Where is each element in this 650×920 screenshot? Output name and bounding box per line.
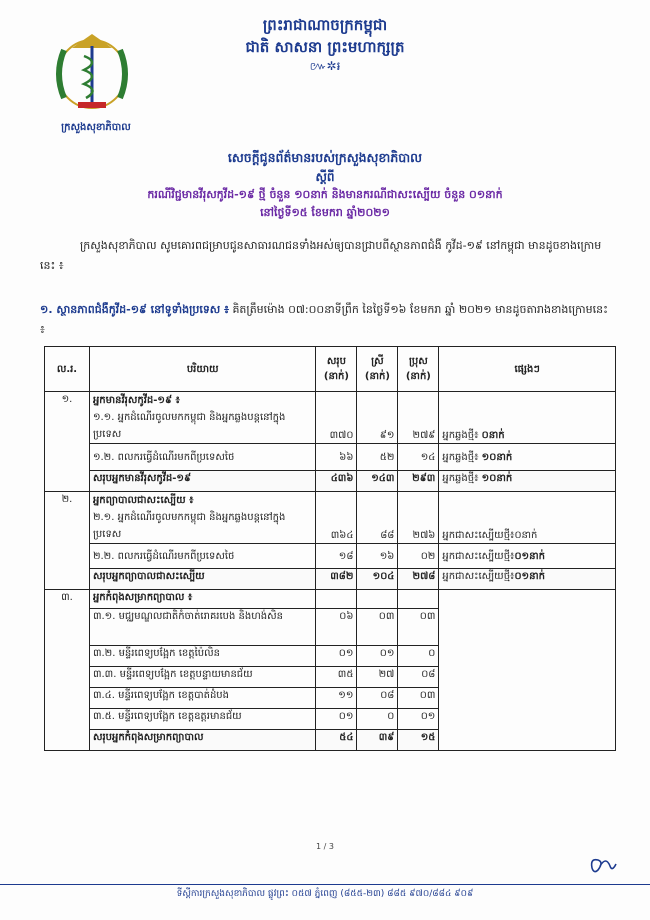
- page-number: 1 / 3: [316, 842, 334, 851]
- header-ornament: ៚✲៛: [309, 59, 341, 73]
- row-2-2-female: ១៦: [357, 544, 398, 569]
- table-header-row: [45, 347, 616, 392]
- remark-value: ០នាក់: [481, 430, 505, 441]
- row-1-1-remark: [439, 392, 616, 444]
- row-3-5-female: ០: [357, 709, 398, 730]
- row-2-1-desc: ២.១. អ្នកដំណើរចូលមកកម្ពុជា និងអ្នកឆ្លងបន្តនៅក្នុងប្រទេស: [92, 512, 286, 540]
- row-3-3-female: ២៧: [357, 667, 398, 688]
- row-2-1-remark: [439, 492, 616, 544]
- row-3-3-male: ០៨: [398, 667, 439, 688]
- row-3-3-desc: ៣.៣. មន្ទីរពេទ្យបង្អែក ខេត្តបន្ទាយមានជ័យ: [89, 667, 316, 688]
- col-desc-header: បរិយាយ: [89, 347, 316, 392]
- row-3-4-female: ០៨: [357, 688, 398, 709]
- group-2-summary-male: ២៧៨: [398, 569, 439, 590]
- row-3-2-desc: ៣.២. មន្ទីរពេទ្យបង្អែក ខេត្តប៉ៃលិន: [89, 646, 316, 667]
- group-3-summary-total: ៥៤: [316, 730, 357, 751]
- row-1-2-female: ៥២: [357, 444, 398, 471]
- announcement-title: [0, 148, 650, 222]
- row-1-2-total: ៦៦: [316, 444, 357, 471]
- group-3-no: ៣.: [45, 590, 90, 751]
- title-line-3: ករណីវិជ្ជមានវីរុសកូវីដ-១៩ ថ្មី ចំនួន ១០នាក់ និងមានករណីជាសះស្បើយ ចំនួន ០១នាក់: [147, 188, 503, 201]
- remark-prefix: អ្នកឆ្លងថ្មី៖: [442, 430, 482, 441]
- row-3-5-desc: ៣.៥. មន្ទីរពេទ្យបង្អែក ខេត្តឧត្តរមានជ័យ: [89, 709, 316, 730]
- row-1-1-male: ២៧៩: [398, 392, 439, 444]
- section-1: [40, 300, 615, 340]
- remark-prefix: អ្នកជាសះស្បើយថ្មី៖: [442, 530, 515, 541]
- group-2-summary-female: ១០៤: [357, 569, 398, 590]
- row-2-1-total: ៣៦៤: [316, 492, 357, 544]
- row-3-1-total: ០៦: [316, 609, 357, 646]
- row-3-4-total: ១១: [316, 688, 357, 709]
- col-female-header: ស្រី (នាក់): [357, 347, 398, 392]
- row-3-4-male: ០៣: [398, 688, 439, 709]
- group-3-summary-desc: សរុបអ្នកកំពុងសម្រាកព្យាបាល: [89, 730, 316, 751]
- group-1-summary-total: ៤៣៦: [316, 471, 357, 492]
- section-1-text: គិតត្រឹមម៉ោង ០៧:០០នាទីព្រឹក នៃថ្ងៃទី១៦ ខែមករា ឆ្នាំ ២០២១ មានដូចតារាងខាងក្រោមនេះ ៖: [40, 303, 608, 336]
- row-3-5-total: ០១: [316, 709, 357, 730]
- row-3-1-female: ០៣: [357, 609, 398, 646]
- table-row: [45, 444, 616, 471]
- table-row: [45, 492, 616, 544]
- group-1-summary-desc: សរុបអ្នកមានវីរុសកូវីដ-១៩: [89, 471, 316, 492]
- table-row: [45, 590, 616, 609]
- group-3-summary-male: ១៥: [398, 730, 439, 751]
- ministry-name: ក្រសួងសុខាភិបាល: [61, 122, 131, 133]
- table-row: [45, 569, 616, 590]
- table-row: [45, 471, 616, 492]
- group-2-no: ២.: [45, 492, 90, 590]
- remark-value: ១០នាក់: [481, 473, 513, 484]
- remark-prefix: អ្នកឆ្លងថ្មី៖: [442, 451, 482, 463]
- row-1-1-female: ៩១: [357, 392, 398, 444]
- group-3-remark: [439, 590, 616, 751]
- row-1-1-desc: ១.១. អ្នកដំណើរចូលមកកម្ពុជា និងអ្នកឆ្លងបន្តនៅក្នុងប្រទេស: [92, 412, 286, 440]
- remark-value: ០នាក់: [514, 530, 538, 541]
- row-1-1-total: ៣៧០: [316, 392, 357, 444]
- remark-value: ០១នាក់: [514, 571, 545, 582]
- footer-address: ទីស្តីការក្រសួងសុខាភិបាល ផ្លូវព្រះ ០៥៧ ​ភ្នំពេញ (៨៥៥-២៣) ៨៨៥ ៩៧០/៨៨៤ ៩០៩: [0, 884, 650, 901]
- table-cell: [316, 590, 357, 609]
- section-1-heading: ១. ស្ថានភាពជំងឺកូវីដ-១៩ នៅទូទាំងប្រទេស ៖: [40, 303, 229, 316]
- row-2-2-desc: ២.២. ពលករធ្វើដំណើរមកពីប្រទេសថៃ: [89, 544, 316, 569]
- group-2-summary-total: ៣៨២: [316, 569, 357, 590]
- table-cell: [89, 392, 316, 444]
- remark-value: ១០នាក់: [481, 451, 513, 463]
- row-1-2-desc: ១.២. ពលករធ្វើដំណើរមកពីប្រទេសថៃ: [89, 444, 316, 471]
- signature-initial: [586, 852, 618, 876]
- remark-prefix: អ្នកជាសះស្បើយថ្មី៖: [442, 550, 515, 562]
- row-3-1-male: ០៣: [398, 609, 439, 646]
- group-1-no: ១.: [45, 392, 90, 492]
- row-3-4-desc: ៣.៤. មន្ទីរពេទ្យបង្អែក ខេត្តបាត់ដំបង: [89, 688, 316, 709]
- table-cell: [89, 492, 316, 544]
- row-3-2-female: ០១: [357, 646, 398, 667]
- title-line-4: នៅថ្ងៃទី១៥ ខែមករា ឆ្នាំ២០២១: [260, 206, 390, 219]
- group-3-summary-female: ៣៩: [357, 730, 398, 751]
- group-2-summary-remark: [439, 569, 616, 590]
- row-2-2-remark: [439, 544, 616, 569]
- row-1-2-remark: [439, 444, 616, 471]
- title-line-2: ស្តីពី: [315, 170, 335, 184]
- row-3-2-male: ០: [398, 646, 439, 667]
- col-remarks-header: ផ្សេងៗ: [439, 347, 616, 392]
- row-2-2-total: ១៨: [316, 544, 357, 569]
- col-male-header: ប្រុស (នាក់): [398, 347, 439, 392]
- row-3-5-male: ០១: [398, 709, 439, 730]
- row-1-2-male: ១៤: [398, 444, 439, 471]
- ministry-of-health-logo: [42, 28, 142, 116]
- intro-paragraph: ក្រសួងសុខាភិបាល សូមគោរពជម្រាបជូនសាធារណជនទាំងអស់ឲ្យបានជ្រាបពីស្ថានភាពជំងឺ កូវីដ-១៩ នៅកម្ពុជា មានដូចខាងក្រោមនេះ ៖: [40, 239, 602, 272]
- table-row: [45, 392, 616, 444]
- national-motto: ជាតិ សាសនា ព្រះមហាក្សត្រ: [245, 38, 405, 56]
- row-3-1-desc: ៣.១. មជ្ឈមណ្ឌលជាតិកំចាត់រោគរបេង និងហង់សិន: [89, 609, 316, 646]
- remark-prefix: អ្នកជាសះស្បើយថ្មី៖: [442, 571, 515, 582]
- group-1-summary-remark: [439, 471, 616, 492]
- group-1-title: អ្នកមានវីរុសកូវីដ-១៩ ៖: [92, 395, 180, 406]
- group-3-title: អ្នកកំពុងសម្រាកព្យាបាល ៖: [89, 590, 316, 609]
- remark-prefix: អ្នកឆ្លងថ្មី៖: [442, 473, 482, 484]
- remark-value: ០១នាក់: [514, 550, 545, 562]
- row-3-2-total: ០១: [316, 646, 357, 667]
- table-row: [45, 544, 616, 569]
- col-no-header: ល.រ.: [45, 347, 90, 392]
- table-cell: [398, 590, 439, 609]
- row-3-3-total: ៣៥: [316, 667, 357, 688]
- title-line-1: សេចក្តីជូនព័ត៌មានរបស់ក្រសួងសុខាភិបាល: [227, 150, 423, 165]
- group-1-summary-female: ១៤៣: [357, 471, 398, 492]
- row-2-1-female: ៨៨: [357, 492, 398, 544]
- group-2-summary-desc: សរុបអ្នកព្យាបាលជាសះស្បើយ: [89, 569, 316, 590]
- covid-status-table: [44, 346, 616, 751]
- col-total-header: សរុប (នាក់): [316, 347, 357, 392]
- kingdom-name: ព្រះរាជាណាចក្រកម្ពុជា: [262, 16, 388, 34]
- group-1-summary-male: ២៩៣: [398, 471, 439, 492]
- group-2-title: អ្នកព្យាបាលជាសះស្បើយ ៖: [92, 495, 194, 506]
- table-cell: [357, 590, 398, 609]
- row-2-1-male: ២៧៦: [398, 492, 439, 544]
- row-2-2-male: ០២: [398, 544, 439, 569]
